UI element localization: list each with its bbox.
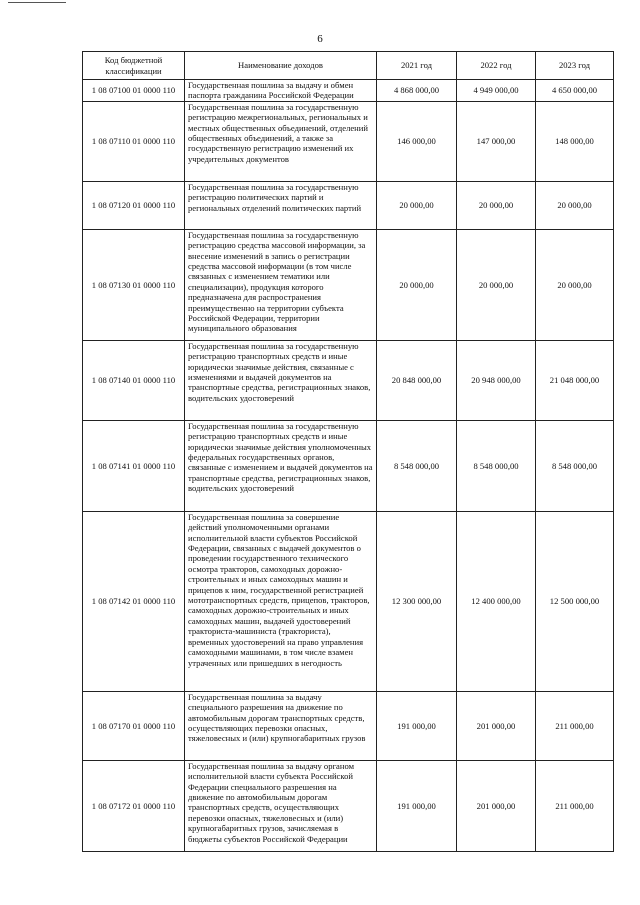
cell-2022: 201 000,00 bbox=[457, 691, 536, 760]
table-row bbox=[83, 340, 614, 420]
cell-name: Государственная пошлина за выдачу и обмен паспорта гражданина Российской Федерации bbox=[185, 80, 377, 102]
page-number: 6 bbox=[317, 33, 323, 45]
cell-name: Государственная пошлина за государственную регистрацию политических партий и региональных отделений политических партий bbox=[185, 181, 377, 229]
table-row bbox=[83, 229, 614, 340]
cell-2023: 8 548 000,00 bbox=[536, 420, 614, 511]
cell-2022: 147 000,00 bbox=[457, 101, 536, 181]
cell-code: 1 08 07120 01 0000 110 bbox=[83, 181, 185, 229]
header-year-2021: 2021 год bbox=[377, 52, 457, 80]
table-row bbox=[83, 101, 614, 181]
cell-code: 1 08 07141 01 0000 110 bbox=[83, 420, 185, 511]
cell-code: 1 08 07100 01 0000 110 bbox=[83, 80, 185, 102]
cell-2022: 20 000,00 bbox=[457, 229, 536, 340]
cell-2021: 12 300 000,00 bbox=[377, 511, 457, 691]
header-code: Код бюджетной классификации bbox=[83, 52, 185, 80]
table-row bbox=[83, 80, 614, 102]
table-row bbox=[83, 420, 614, 511]
cell-2021: 4 868 000,00 bbox=[377, 80, 457, 102]
cell-code: 1 08 07142 01 0000 110 bbox=[83, 511, 185, 691]
cell-2023: 211 000,00 bbox=[536, 760, 614, 851]
cell-2022: 12 400 000,00 bbox=[457, 511, 536, 691]
top-rule bbox=[8, 2, 66, 3]
cell-2023: 4 650 000,00 bbox=[536, 80, 614, 102]
table-row bbox=[83, 511, 614, 691]
cell-2021: 191 000,00 bbox=[377, 691, 457, 760]
cell-2021: 191 000,00 bbox=[377, 760, 457, 851]
cell-name: Государственная пошлина за государственную регистрацию транспортных средств и иные юридически значимые действия, связанные с изменениями и выдачей документов на транспортные средства, регистрационных знаков, водительских удостоверений bbox=[185, 340, 377, 420]
cell-2022: 20 000,00 bbox=[457, 181, 536, 229]
cell-2021: 8 548 000,00 bbox=[377, 420, 457, 511]
table-row bbox=[83, 181, 614, 229]
cell-code: 1 08 07170 01 0000 110 bbox=[83, 691, 185, 760]
table-row bbox=[83, 691, 614, 760]
cell-2021: 146 000,00 bbox=[377, 101, 457, 181]
cell-2022: 20 948 000,00 bbox=[457, 340, 536, 420]
cell-name: Государственная пошлина за совершение действий уполномоченными органами исполнительной власти субъектов Российской Федерации, связанных с выдачей документов о проведении государственного технического осмотра тракторов, самоходных дорожно-строительных и иных самоходных машин и прицепов к ним, государственной регистрацией мототранспортных средств, прицепов, тракторов, самоходных дорожно-строительных и иных самоходных машин, выдачей удостоверений тракториста-машиниста (тракториста), временных удостоверений на право управления самоходными машинами, в том числе взамен утраченных или пришедших в негодность bbox=[185, 511, 377, 691]
cell-name: Государственная пошлина за выдачу органом исполнительной власти субъекта Российской Федерации специального разрешения на движение по автомобильным дорогам транспортных средств, осуществляющих перевозки опасных, тяжеловесных и (или) крупногабаритных грузов, зачисляемая в бюджеты субъектов Российской Федерации bbox=[185, 760, 377, 851]
header-name: Наименование доходов bbox=[185, 52, 377, 80]
cell-name: Государственная пошлина за государственную регистрацию межрегиональных, региональных и местных общественных объединений, отделений общественных объединений, а также за государственную регистрацию изменений их учредительных документов bbox=[185, 101, 377, 181]
cell-code: 1 08 07110 01 0000 110 bbox=[83, 101, 185, 181]
cell-2023: 148 000,00 bbox=[536, 101, 614, 181]
cell-2023: 20 000,00 bbox=[536, 181, 614, 229]
cell-2023: 211 000,00 bbox=[536, 691, 614, 760]
cell-code: 1 08 07130 01 0000 110 bbox=[83, 229, 185, 340]
cell-2023: 21 048 000,00 bbox=[536, 340, 614, 420]
cell-2023: 12 500 000,00 bbox=[536, 511, 614, 691]
cell-name: Государственная пошлина за государственную регистрацию средства массовой информации, за внесение изменений в запись о регистрации средства массовой информации (в том числе связанных с изменением тематики или специализации), продукция которого предназначена для распространения преимущественно на территории субъекта Российской Федерации, территории муниципального образования bbox=[185, 229, 377, 340]
cell-name: Государственная пошлина за государственную регистрацию транспортных средств и иные юридически значимые действия уполномоченных федеральных государственных органов, связанные с изменением и выдачей документов на транспортные средства, регистрационных знаков, водительских удостоверений bbox=[185, 420, 377, 511]
cell-2022: 4 949 000,00 bbox=[457, 80, 536, 102]
header-year-2023: 2023 год bbox=[536, 52, 614, 80]
cell-2021: 20 000,00 bbox=[377, 229, 457, 340]
cell-2022: 201 000,00 bbox=[457, 760, 536, 851]
cell-code: 1 08 07140 01 0000 110 bbox=[83, 340, 185, 420]
table-row bbox=[83, 760, 614, 851]
table-header-row bbox=[83, 52, 614, 80]
cell-2022: 8 548 000,00 bbox=[457, 420, 536, 511]
cell-2021: 20 848 000,00 bbox=[377, 340, 457, 420]
cell-2023: 20 000,00 bbox=[536, 229, 614, 340]
cell-name: Государственная пошлина за выдачу специального разрешения на движение по автомобильным дорогам транспортных средств, осуществляющих перевозки опасных, тяжеловесных и (или) крупногабаритных грузов bbox=[185, 691, 377, 760]
header-year-2022: 2022 год bbox=[457, 52, 536, 80]
revenue-table bbox=[82, 51, 614, 852]
cell-2021: 20 000,00 bbox=[377, 181, 457, 229]
cell-code: 1 08 07172 01 0000 110 bbox=[83, 760, 185, 851]
